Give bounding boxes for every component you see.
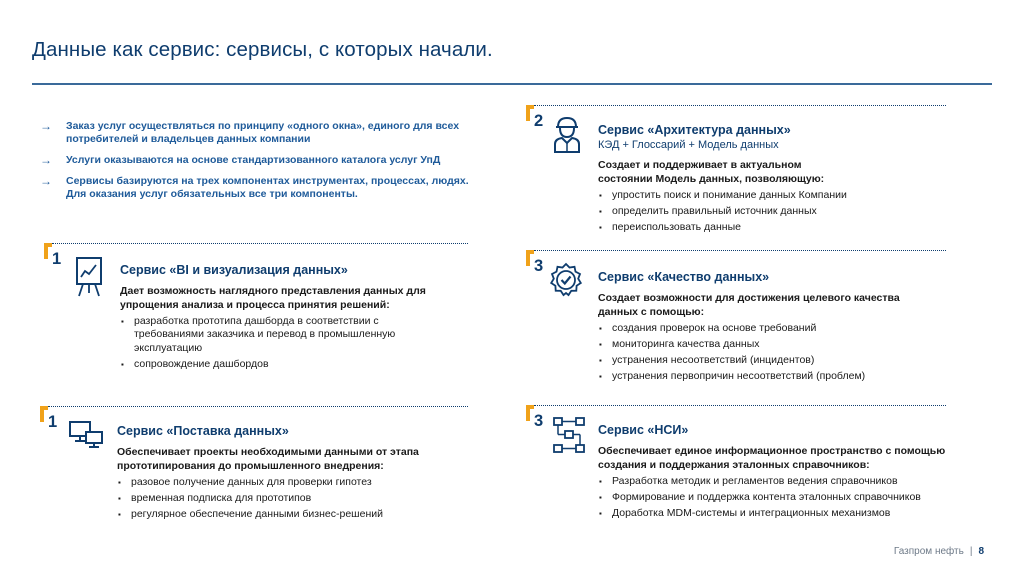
title-divider [32,83,992,85]
list-item: ▪ Формирование и поддержка контента эталонных справочников [598,491,978,505]
intro-text: Услуги оказываются на основе стандартизованного каталога услуг УпД [66,154,441,166]
service-card-quality [526,250,946,390]
list-item: ▪ создания проверок на основе требований [598,322,942,336]
list-item: ▪ мониторинга качества данных [598,338,942,352]
footer-company: Газпром нефть [893,546,964,557]
quality-badge-icon [548,262,584,303]
card-corner-mark [526,250,534,266]
list-item: ▪ разовое получение данных для проверки гипотез [117,476,467,490]
card-corner-mark [526,405,534,421]
card-number: 1 [48,413,58,431]
card-divider [48,406,468,407]
list-item: ▪ Доработка MDM-системы и интеграционных механизмов [598,507,978,521]
card-list [120,315,460,372]
intro-text: Заказ услуг осуществляться по принципу «одного окна», единого для всех потребителей и владельцев данных компании [66,120,460,145]
card-corner-mark [40,406,48,422]
card-lead: Создает и поддерживает в актуальном состоянии Модель данных, позволяющую: [598,159,825,185]
intro-text: Сервисы базируются на трех компонентах инструментах, процессах, людях. Для оказания услуг обязательных все три компоненты. [66,175,469,200]
card-number: 1 [52,250,62,268]
service-card-architecture [526,105,946,240]
engineer-icon [552,115,582,158]
card-list [117,476,467,522]
page-title: Данные как сервис: сервисы, с которых начали. [32,38,493,61]
card-divider [534,405,946,406]
arrow-right-icon: → [40,174,52,188]
card-list [598,189,938,235]
list-item: ▪ временная подписка для прототипов [117,492,467,506]
card-list [598,475,978,521]
card-number: 2 [534,112,544,130]
footer [894,546,984,557]
computers-icon [68,418,104,455]
intro-item [40,175,470,201]
card-corner-mark [44,243,52,259]
card-title: Сервис «Качество данных» [598,270,770,284]
page-number: 8 [978,546,984,557]
service-card-supply [40,406,468,526]
card-title: Сервис «BI и визуализация данных» [120,263,348,277]
intro-list [40,120,470,209]
card-title: Сервис «НСИ» [598,423,689,437]
card-corner-mark [526,105,534,121]
service-card-bi [44,243,468,393]
service-card-nsi [526,405,982,525]
list-item: ▪ Разработка методик и регламентов ведения справочников [598,475,978,489]
card-subtitle: КЭД + Глоссарий + Модель данных [598,139,779,151]
list-item: ▪ устранения несоответствий (инцидентов) [598,354,942,368]
card-lead: Создает возможности для достижения целевого качества данных с помощью: [598,292,900,318]
card-title: Сервис «Поставка данных» [117,424,289,438]
flow-blocks-icon [552,415,586,460]
list-item: ▪ переиспользовать данные [598,221,938,235]
card-divider [534,105,946,106]
card-divider [534,250,946,251]
card-lead: Дает возможность наглядного представления данных для упрощения анализа и процесса принятия решений: [120,285,426,311]
card-title: Сервис «Архитектура данных» [598,123,791,137]
list-item: ▪ регулярное обеспечение данными бизнес-решений [117,508,467,522]
card-lead: Обеспечивает единое информационное пространство с помощью создания и поддержания эталонных справочников: [598,445,946,471]
card-number: 3 [534,257,544,275]
chart-board-icon [74,255,104,304]
card-list [598,322,942,384]
list-item: ▪ определить правильный источник данных [598,205,938,219]
card-number: 3 [534,412,544,430]
intro-item [40,120,470,146]
footer-separator: | [969,546,973,557]
list-item: ▪ разработка прототипа дашборда в соответствии с требованиями заказчика и перевод в промышленную эксплуатацию [120,315,420,356]
card-lead: Обеспечивает проекты необходимыми данными от этапа прототипирования до промышленного внедрения: [117,446,419,472]
intro-item [40,154,470,167]
list-item: ▪ упростить поиск и понимание данных Компании [598,189,938,203]
card-divider [52,243,468,244]
arrow-right-icon: → [40,153,52,167]
list-item: ▪ устранения первопричин несоответствий (проблем) [598,370,942,384]
arrow-right-icon: → [40,119,52,133]
list-item: ▪ сопровождение дашбордов [120,358,460,372]
